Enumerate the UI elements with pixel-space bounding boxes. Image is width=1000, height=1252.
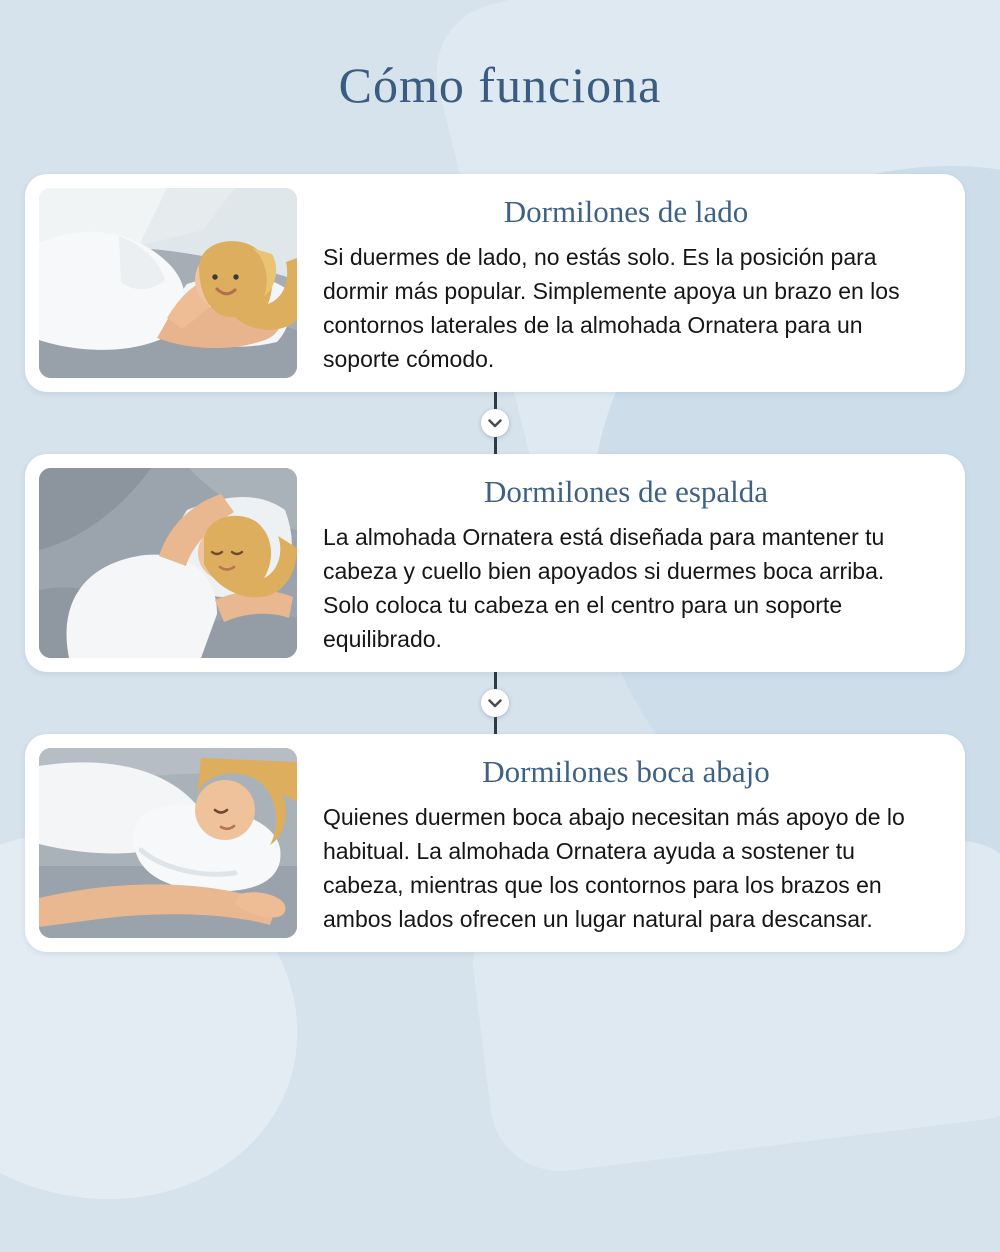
step-connector bbox=[25, 672, 965, 734]
page-title: Cómo funciona bbox=[338, 57, 662, 113]
card-body: La almohada Ornatera está diseñada para mantener tu cabeza y cuello bien apoyados si duermes boca arriba. Solo coloca tu cabeza en el centro para un soporte equilibrado. bbox=[323, 524, 885, 652]
card-heading: Dormilones de lado bbox=[503, 194, 749, 229]
how-it-works-section bbox=[0, 56, 1000, 952]
card-side-sleepers bbox=[25, 174, 965, 392]
card-text bbox=[297, 748, 951, 936]
stomach-sleeper-photo bbox=[39, 748, 297, 938]
side-sleeper-illustration bbox=[39, 188, 297, 378]
stomach-sleeper-illustration bbox=[39, 748, 297, 938]
card-back-sleepers bbox=[25, 454, 965, 672]
back-sleeper-photo bbox=[39, 468, 297, 658]
card-body: Quienes duermen boca abajo necesitan más apoyo de lo habitual. La almohada Ornatera ayuda a sostener tu cabeza, mientras que los contornos para los brazos en ambos lados ofrecen un lugar natural para descansar. bbox=[323, 804, 905, 932]
card-heading: Dormilones de espalda bbox=[483, 474, 769, 509]
side-sleeper-photo bbox=[39, 188, 297, 378]
cards-stack bbox=[25, 174, 965, 952]
card-text bbox=[297, 468, 951, 656]
card-heading: Dormilones boca abajo bbox=[482, 754, 770, 789]
chevron-down-icon bbox=[481, 409, 509, 437]
card-text bbox=[297, 188, 951, 376]
step-connector bbox=[25, 392, 965, 454]
back-sleeper-illustration bbox=[39, 468, 297, 658]
chevron-down-icon bbox=[481, 689, 509, 717]
card-body: Si duermes de lado, no estás solo. Es la posición para dormir más popular. Simplemente apoya un brazo en los contornos laterales de la almohada Ornatera para un soporte cómodo. bbox=[323, 244, 900, 372]
card-stomach-sleepers bbox=[25, 734, 965, 952]
